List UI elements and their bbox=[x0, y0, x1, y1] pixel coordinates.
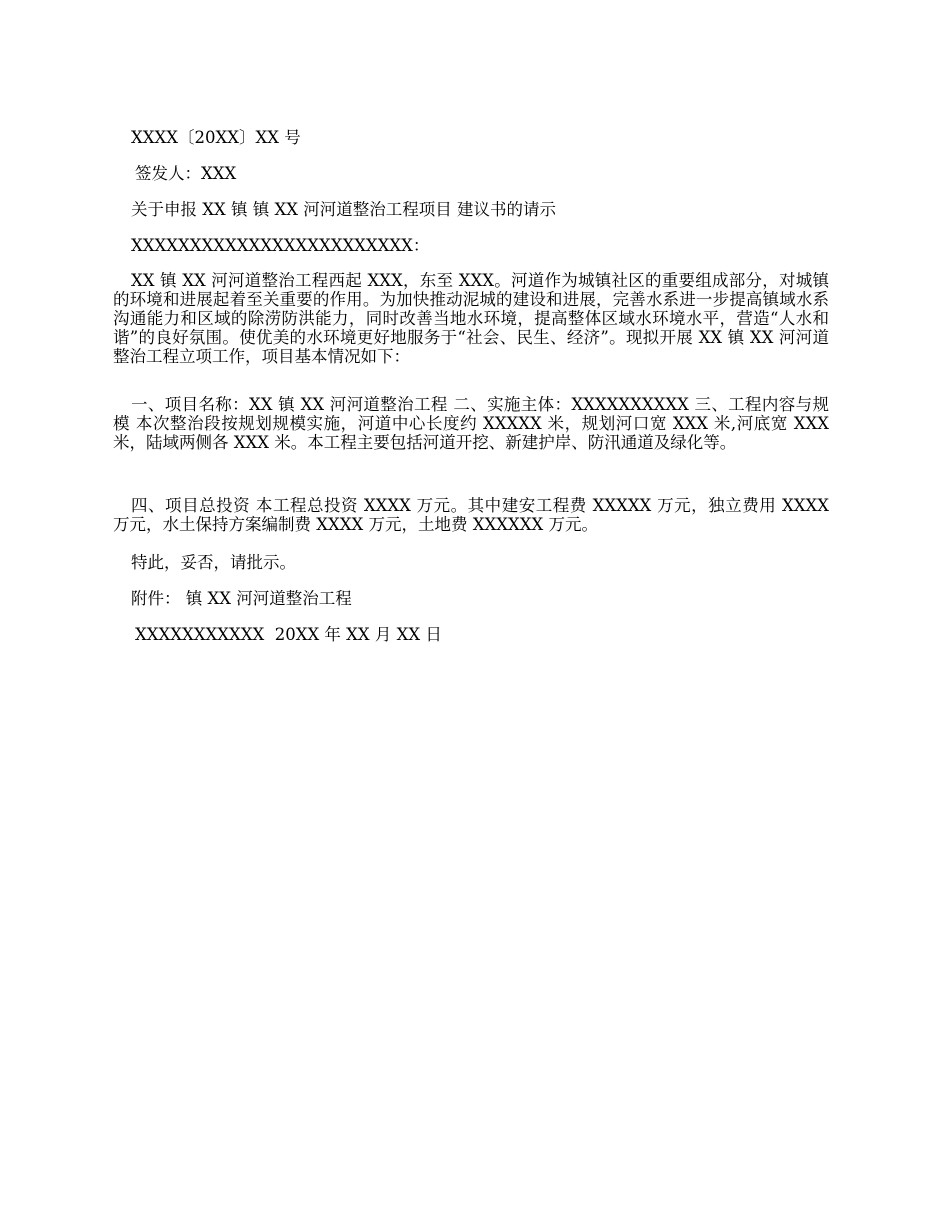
document-number: XXXX〔20XX〕XX 号 bbox=[131, 128, 301, 147]
closing-line: 特此，妥否，请批示。 bbox=[131, 553, 296, 572]
addressee-line: XXXXXXXXXXXXXXXXXXXXXXXX： bbox=[131, 236, 430, 255]
project-items-paragraph: 一、项目名称：XX 镇 XX 河河道整治工程 二、实施主体：XXXXXXXXXX 三、工程内容与规模 本次整治段按规划规模实施，河道中心长度约 XXXXX 米，规划河口宽 XXX 米,河底宽 XXX 米，陆域两侧各 XXX 米。本工程主要包括河道开挖、新建护岸、防汛通道及绿化等。 bbox=[113, 395, 829, 452]
signature-date-line: XXXXXXXXXXX 20XX 年 XX 月 XX 日 bbox=[135, 625, 442, 644]
signer-line: 签发人：XXX bbox=[135, 164, 237, 183]
document-subject: 关于申报 XX 镇 镇 XX 河河道整治工程项目 建议书的请示 bbox=[131, 200, 556, 219]
investment-paragraph: 四、项目总投资 本工程总投资 XXXX 万元。其中建安工程费 XXXXX 万元，独立费用 XXXX 万元，水土保持方案编制费 XXXX 万元，土地费 XXXXXX 万元。 bbox=[113, 496, 829, 534]
attachment-line: 附件： 镇 XX 河河道整治工程 bbox=[131, 589, 352, 608]
intro-paragraph: XX 镇 XX 河河道整治工程西起 XXX，东至 XXX。河道作为城镇社区的重要组成部分，对城镇的环境和进展起着至关重要的作用。为加快推动泥城的建设和进展，完善水系进一步提高镇域水系沟通能力和区域的除涝防洪能力，同时改善当地水环境，提高整体区域水环境水平，营造“人水和谐”的良好氛围。使优美的水环境更好地服务于“社会、民生、经济”。现拟开展 XX 镇 XX 河河道整治工程立项工作，项目基本情况如下： bbox=[113, 271, 829, 366]
